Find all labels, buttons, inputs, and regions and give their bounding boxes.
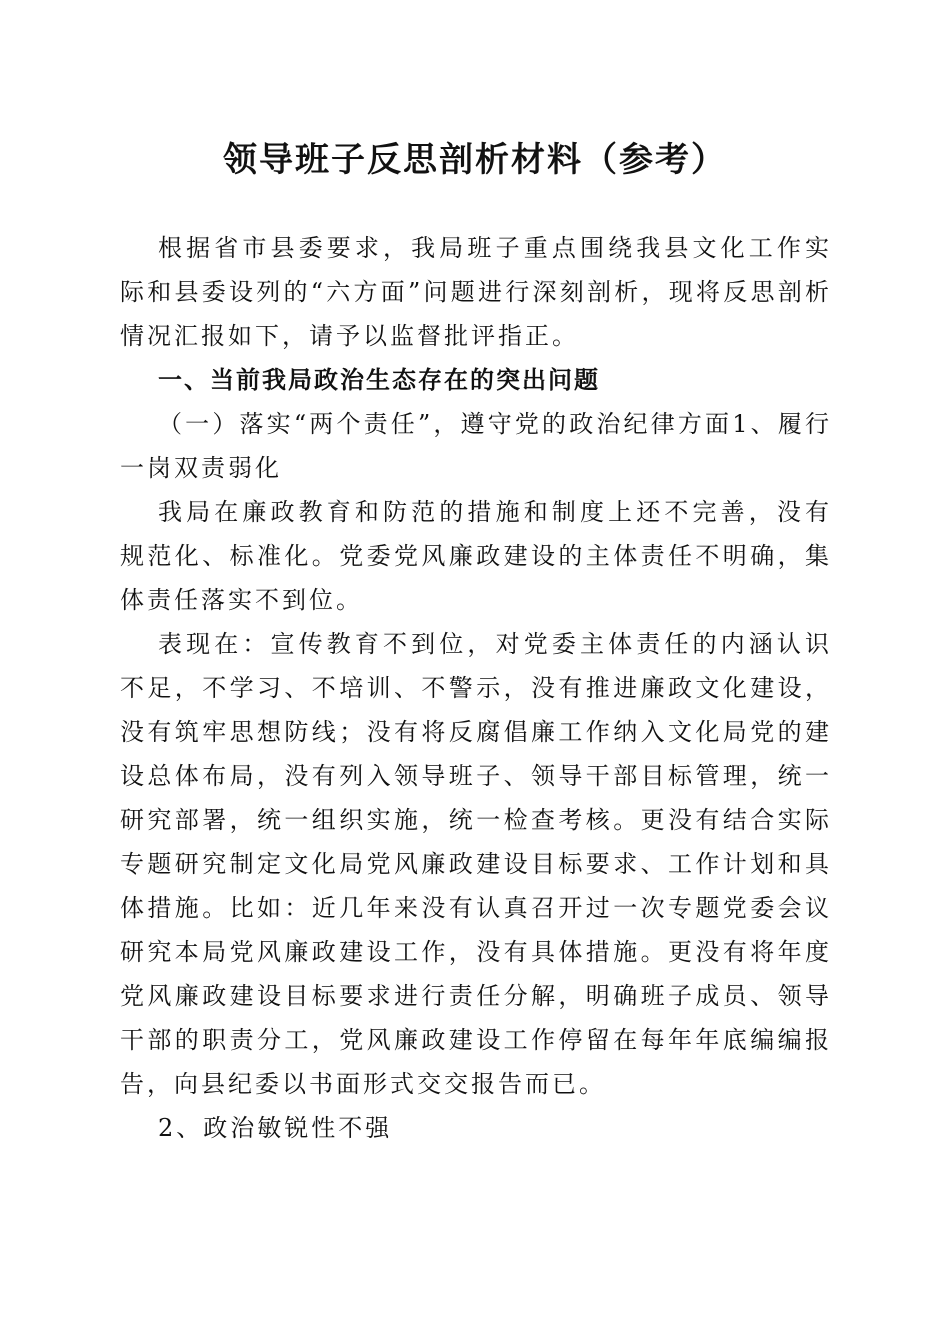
- subsection-1-heading: （一）落实“两个责任”，遵守党的政治纪律方面1、履行一岗双责弱化: [120, 410, 832, 482]
- section-1-heading: 一、当前我局政治生态存在的突出问题: [158, 366, 600, 394]
- paragraph-2: 表现在：宣传教育不到位，对党委主体责任的内涵认识不足，不学习、不培训、不警示，没有推进廉政文化建设，没有筑牢思想防线；没有将反腐倡廉工作纳入文化局党的建设总体布局，没有列入领导班子、领导干部目标管理，统一研究部署，统一组织实施，统一检查考核。更没有结合实际专题研究制定文化局党风廉政建设目标要求、工作计划和具体措施。比如：近几年来没有认真召开过一次专题党委会议研究本局党风廉政建设工作，没有具体措施。更没有将年度党风廉政建设目标要求进行责任分解，明确班子成员、领导干部的职责分工，党风廉政建设工作停留在每年年底编编报告，向县纪委以书面形式交交报告而已。: [120, 630, 832, 1098]
- intro-paragraph: 根据省市县委要求，我局班子重点围绕我县文化工作实际和县委设列的“六方面”问题进行深刻剖析，现将反思剖析情况汇报如下，请予以监督批评指正。: [120, 234, 832, 350]
- document-title: 领导班子反思剖析材料（参考）: [223, 140, 727, 180]
- paragraph-1: 我局在廉政教育和防范的措施和制度上还不完善，没有规范化、标准化。党委党风廉政建设的主体责任不明确，集体责任落实不到位。: [120, 498, 832, 614]
- document-body: [120, 226, 832, 1150]
- item-2-heading: 2、政治敏锐性不强: [158, 1114, 393, 1142]
